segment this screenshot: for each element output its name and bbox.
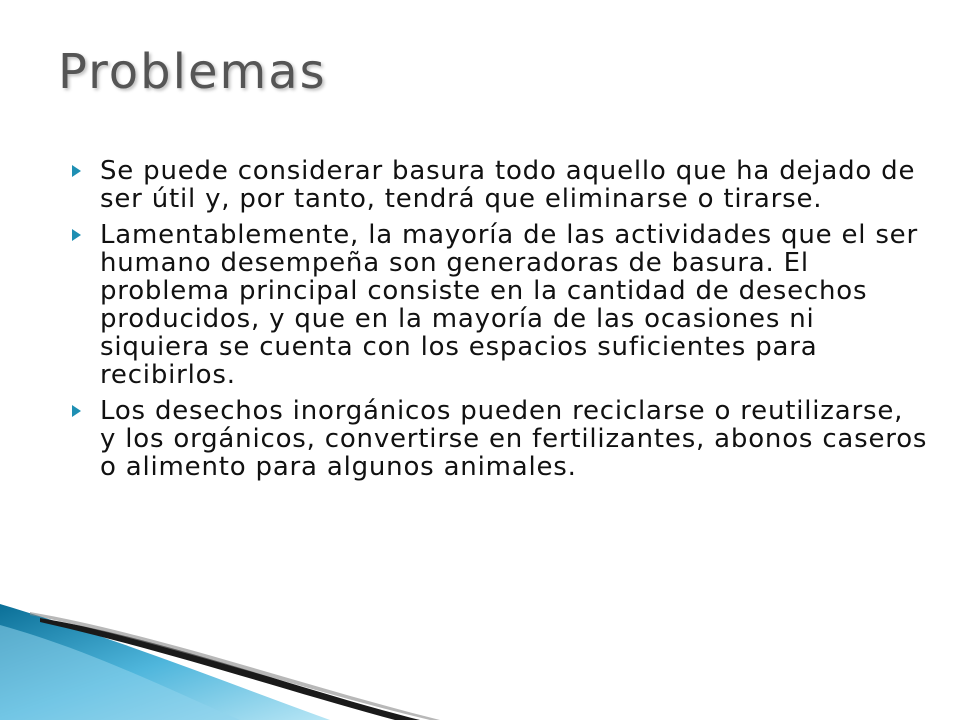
bullet-item: [68, 157, 928, 213]
bullet-item: [68, 397, 928, 481]
triangle-bullet-icon: [72, 405, 81, 417]
black-stripe: [40, 618, 420, 720]
bullet-item: [68, 221, 928, 389]
bullet-text: Se puede considerar basura todo aquello que ha dejado de ser útil y, por tanto, tendrá que eliminarse o tirarse.: [100, 156, 916, 214]
bullet-text: Lamentablemente, la mayoría de las actividades que el ser humano desempeña son generadoras de basura. El problema principal consiste en la cantidad de desechos producidos, y que en la mayoría de las ocasiones ni siquiera se cuenta con los espacios suficientes para recibirlos.: [100, 220, 918, 390]
blue-wave-highlight: [0, 625, 240, 720]
triangle-bullet-icon: [72, 165, 81, 177]
triangle-bullet-icon: [72, 229, 81, 241]
blue-wave-shape: [0, 604, 330, 720]
bullet-text: Los desechos inorgánicos pueden reciclarse o reutilizarse, y los orgánicos, convertirse en fertilizantes, abonos caseros o alimento para algunos animales.: [100, 396, 928, 482]
gray-stripe: [30, 612, 440, 720]
slide-title: Problemas: [58, 44, 327, 100]
bullet-list: [68, 157, 928, 489]
